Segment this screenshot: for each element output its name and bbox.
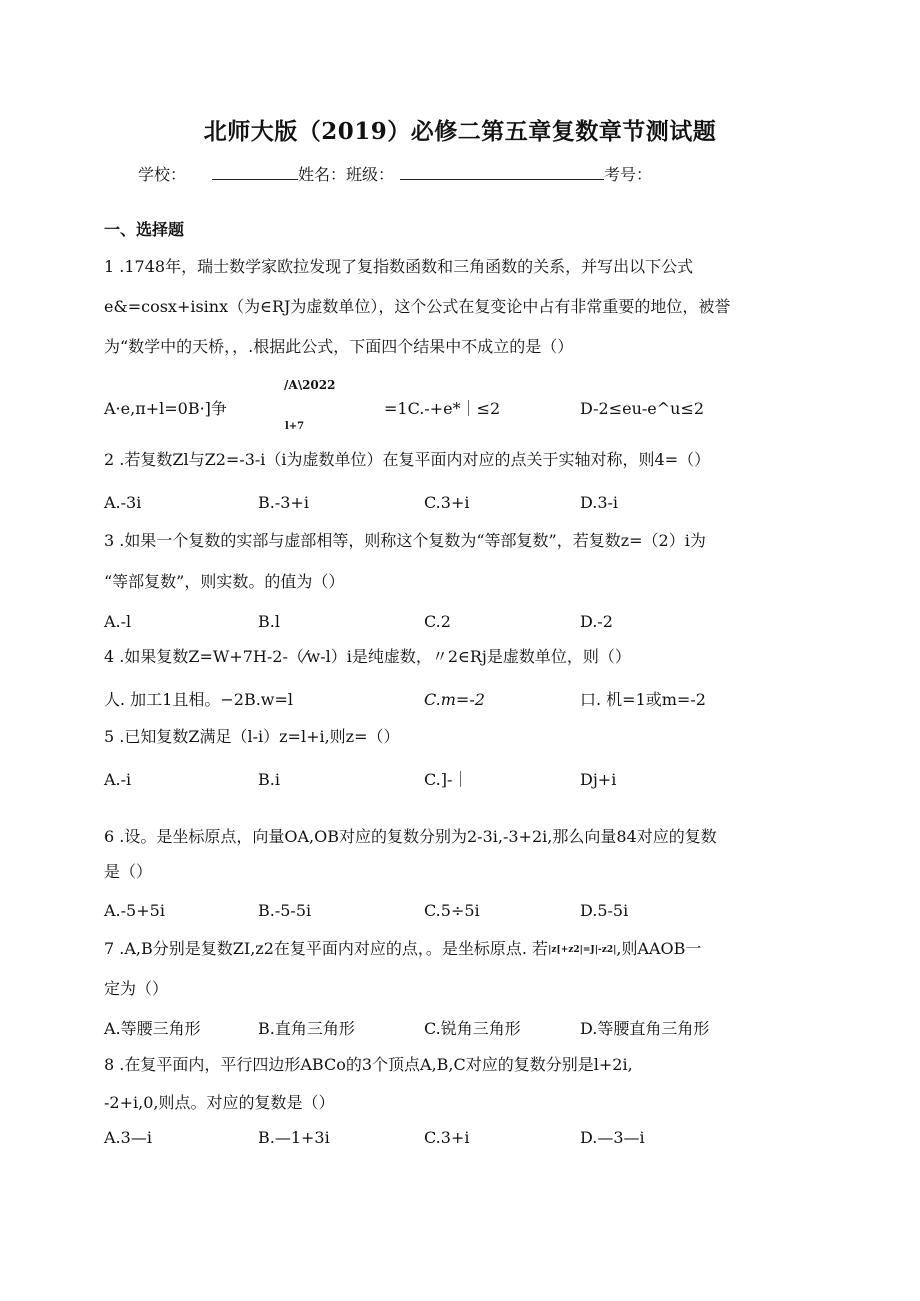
q8-line-1: 8 .在复平面内，平行四边形ABCo的3个顶点A,B,C对应的复数分别是l+2i,	[104, 1055, 633, 1074]
q6-option-c: C.5÷5i	[424, 901, 480, 920]
q5-stem: 5 .已知复数Z满足（l-i）z=l+i,则z=（）	[104, 727, 400, 746]
q1-line-3: 为“数学中的天桥，，.根据此公式，下面四个结果中不成立的是（）	[104, 337, 574, 356]
q2-option-c: C.3+i	[424, 493, 470, 512]
q1-line-1: 1 .1748年，瑞士数学家欧拉发现了复指数函数和三角函数的关系，并写出以下公式	[104, 257, 694, 276]
q2-option-b: B.-3+i	[258, 493, 309, 512]
q4-option-c: C.m=-2	[424, 690, 485, 709]
q8-option-d: D.—3—i	[580, 1128, 645, 1147]
q5-option-b: B.i	[258, 770, 280, 789]
section-heading: 一、选择题	[104, 220, 185, 239]
q7-option-c: C.锐角三角形	[424, 1019, 521, 1038]
q5-option-c: C.]-｜	[424, 770, 469, 789]
exam-no-label: 考号：	[604, 165, 653, 184]
q2-option-a: A.-3i	[104, 493, 142, 512]
q7-line-1-formula: |z[+z2|=J|-z2|	[548, 945, 617, 955]
q6-line-1: 6 .设。是坐标原点，向量OA,OB对应的复数分别为2-3i,-3+2i,那么向量84对应的复数	[104, 827, 717, 846]
student-info-line	[138, 164, 652, 186]
q4-option-d: 口. 机=1或m=-2	[580, 690, 706, 709]
q1-option-ab: A·e,π+l=0B·]争	[104, 399, 227, 418]
q1-option-c: =1C.-+e*｜≤2	[384, 399, 501, 418]
q6-option-d: D.5-5i	[580, 901, 629, 920]
q3-line-1: 3 .如果一个复数的实部与虚部相等，则称这个复数为“等部复数”，若复数z=（2）i为	[104, 531, 706, 550]
q7-option-b: B.直角三角形	[258, 1019, 355, 1038]
q7-line-1-text-b: ,则AAOB一	[616, 939, 702, 958]
school-blank	[212, 165, 298, 180]
q3-line-2: “等部复数”，则实数。的值为（）	[104, 572, 345, 591]
q4-option-ab: 人. 加工1且相。−2B.w=l	[104, 690, 294, 709]
q1-fraction-top: /A\2022	[284, 378, 336, 392]
q6-line-2: 是（）	[104, 862, 153, 881]
q2-option-d: D.3-i	[580, 493, 619, 512]
q6-option-b: B.-5-5i	[258, 901, 312, 920]
name-label: 姓名：	[298, 165, 347, 184]
q5-option-d: Dj+i	[580, 770, 617, 789]
q7-line-2: 定为（）	[104, 979, 169, 998]
q1-option-d: D-2≤eu-e^u≤2	[580, 399, 705, 418]
q3-option-c: C.2	[424, 612, 451, 631]
q8-option-b: B.—1+3i	[258, 1128, 330, 1147]
q3-option-b: B.l	[258, 612, 280, 631]
q7-line-1-text-a: 7 .A,B分别是复数ZI,z2在复平面内对应的点，。是坐标原点. 若	[104, 939, 549, 958]
q4-stem: 4 .如果复数Z=W+7H-2-（⁄w-l）i是纯虚数，〃2∈Rj是虚数单位，则（）	[104, 647, 631, 666]
class-label: 班级：	[346, 165, 395, 184]
q1-line-2: e&=cosx+isinx（为∈RJ为虚数单位），这个公式在复变论中占有非常重要的地位，被誉	[104, 297, 731, 316]
q7-line-1	[104, 938, 701, 961]
q7-option-a: A.等腰三角形	[104, 1019, 201, 1038]
q2-stem: 2 .若复数Zl与Z2=-3-i（i为虚数单位）在复平面内对应的点关于实轴对称，则4=（）	[104, 450, 711, 469]
q3-option-d: D.-2	[580, 612, 613, 631]
q6-option-a: A.-5+5i	[104, 901, 165, 920]
q5-option-a: A.-i	[104, 770, 132, 789]
school-label: 学校：	[138, 165, 187, 184]
class-blank	[400, 165, 604, 180]
q8-line-2: -2+i,0,则点。对应的复数是（）	[104, 1093, 335, 1112]
q1-fraction-bottom: l+7	[285, 421, 305, 432]
q3-option-a: A.-l	[104, 612, 132, 631]
document-title: 北师大版（2019）必修二第五章复数章节测试题	[203, 118, 717, 145]
q8-option-c: C.3+i	[424, 1128, 470, 1147]
q7-option-d: D.等腰直角三角形	[580, 1019, 710, 1038]
q8-option-a: A.3—i	[104, 1128, 152, 1147]
